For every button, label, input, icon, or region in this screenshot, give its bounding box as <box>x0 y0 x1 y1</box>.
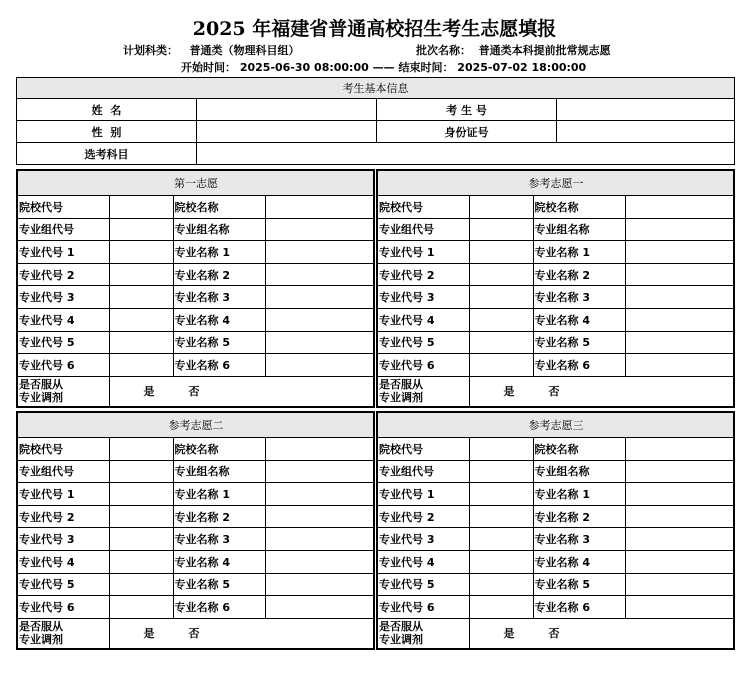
plan-value: 普通类（物理科目组） <box>189 44 300 57</box>
major-code-label: 专业代号 5 <box>17 573 109 596</box>
adjust-options <box>109 376 374 407</box>
group-name-label: 专业组名称 <box>173 218 265 241</box>
plan-info <box>123 44 300 57</box>
adjust-label <box>377 376 469 407</box>
major-name-label: 专业名称 1 <box>173 241 265 264</box>
major-code-label: 专业代号 4 <box>17 550 109 573</box>
group-code-label: 专业组代号 <box>17 460 109 483</box>
form-title: 2025 年福建省普通高校招生考生志愿填报 <box>192 18 557 40</box>
major-name-label: 专业名称 3 <box>533 286 625 309</box>
major-code-field[interactable] <box>109 286 173 309</box>
major-code-label: 专业代号 3 <box>17 528 109 551</box>
adjust-label-line1: 是否服从 <box>19 620 63 634</box>
major-name-field[interactable] <box>265 263 374 286</box>
major-name-field[interactable] <box>265 550 374 573</box>
name-label: 姓 名 <box>17 99 197 121</box>
major-name-field[interactable] <box>265 241 374 264</box>
adjust-label-line2: 专业调剂 <box>379 391 423 405</box>
adjust-yes-option[interactable]: 是 <box>503 385 515 399</box>
major-code-field[interactable] <box>469 263 533 286</box>
major-name-label: 专业名称 4 <box>533 308 625 331</box>
adjust-label <box>377 618 469 649</box>
school-code-label: 院校代号 <box>377 438 469 461</box>
major-name-field[interactable] <box>625 308 734 331</box>
major-name-label: 专业名称 4 <box>173 550 265 573</box>
major-code-field[interactable] <box>469 308 533 331</box>
major-name-field[interactable] <box>625 483 734 506</box>
major-name-field[interactable] <box>625 505 734 528</box>
major-name-field[interactable] <box>265 573 374 596</box>
major-code-label: 专业代号 5 <box>377 331 469 354</box>
major-code-label: 专业代号 3 <box>377 528 469 551</box>
major-name-label: 专业名称 6 <box>533 596 625 619</box>
panel-title: 第一志愿 <box>17 170 374 196</box>
major-code-label: 专业代号 1 <box>377 483 469 506</box>
major-name-label: 专业名称 6 <box>533 354 625 377</box>
major-code-field[interactable] <box>109 308 173 331</box>
major-code-label: 专业代号 2 <box>377 505 469 528</box>
choice-panel <box>376 411 735 650</box>
group-name-label: 专业组名称 <box>533 218 625 241</box>
batch-value: 普通类本科提前批常规志愿 <box>478 44 611 57</box>
adjust-label-line1: 是否服从 <box>379 378 423 392</box>
school-code-label: 院校代号 <box>377 196 469 219</box>
adjust-label-line2: 专业调剂 <box>19 391 63 405</box>
panel-title: 参考志愿三 <box>377 412 734 438</box>
major-name-field[interactable] <box>625 596 734 619</box>
major-code-field[interactable] <box>109 573 173 596</box>
major-code-label: 专业代号 2 <box>17 263 109 286</box>
batch-info <box>416 44 611 57</box>
adjust-label <box>17 376 109 407</box>
group-code-field[interactable] <box>469 460 533 483</box>
adjust-yes-option[interactable]: 是 <box>143 385 155 399</box>
school-name-label: 院校名称 <box>173 438 265 461</box>
group-name-field[interactable] <box>625 460 734 483</box>
major-name-label: 专业名称 5 <box>533 331 625 354</box>
adjust-no-option[interactable]: 否 <box>548 385 560 399</box>
school-name-label: 院校名称 <box>533 438 625 461</box>
major-name-label: 专业名称 2 <box>533 263 625 286</box>
group-name-field[interactable] <box>625 218 734 241</box>
major-name-label: 专业名称 4 <box>533 550 625 573</box>
major-code-label: 专业代号 4 <box>17 308 109 331</box>
school-code-label: 院校代号 <box>17 438 109 461</box>
major-code-label: 专业代号 1 <box>377 241 469 264</box>
major-name-field[interactable] <box>625 241 734 264</box>
school-name-field[interactable] <box>265 438 374 461</box>
major-code-field[interactable] <box>109 263 173 286</box>
adjust-yes-option[interactable]: 是 <box>503 627 515 641</box>
id-field[interactable] <box>557 121 735 143</box>
major-code-label: 专业代号 3 <box>17 286 109 309</box>
major-code-field[interactable] <box>109 505 173 528</box>
group-code-label: 专业组代号 <box>377 460 469 483</box>
major-code-field[interactable] <box>469 505 533 528</box>
major-name-field[interactable] <box>625 528 734 551</box>
name-field[interactable] <box>197 99 377 121</box>
major-code-label: 专业代号 6 <box>17 596 109 619</box>
major-name-label: 专业名称 2 <box>173 263 265 286</box>
group-name-field[interactable] <box>265 218 374 241</box>
school-name-field[interactable] <box>625 196 734 219</box>
major-code-field[interactable] <box>469 331 533 354</box>
id-label: 身份证号 <box>377 121 557 143</box>
major-code-field[interactable] <box>109 354 173 377</box>
adjust-label-line2: 专业调剂 <box>379 633 423 647</box>
plan-label: 计划科类： <box>123 44 178 57</box>
choice-panel <box>16 411 375 650</box>
major-name-label: 专业名称 1 <box>173 483 265 506</box>
major-code-label: 专业代号 2 <box>377 263 469 286</box>
major-code-field[interactable] <box>109 331 173 354</box>
major-name-field[interactable] <box>625 354 734 377</box>
adjust-options <box>109 618 374 649</box>
school-name-label: 院校名称 <box>173 196 265 219</box>
school-code-field[interactable] <box>109 196 173 219</box>
group-code-label: 专业组代号 <box>377 218 469 241</box>
major-name-field[interactable] <box>265 308 374 331</box>
major-code-label: 专业代号 3 <box>377 286 469 309</box>
adjust-options <box>469 376 734 407</box>
major-name-label: 专业名称 5 <box>173 573 265 596</box>
group-code-field[interactable] <box>469 218 533 241</box>
time-info <box>181 61 586 74</box>
adjust-label-line1: 是否服从 <box>19 378 63 392</box>
subjects-label: 选考科目 <box>17 143 197 165</box>
major-name-label: 专业名称 5 <box>533 573 625 596</box>
major-code-field[interactable] <box>469 241 533 264</box>
start-value: 2025-06-30 08:00:00 <box>239 61 369 74</box>
major-code-field[interactable] <box>469 550 533 573</box>
major-code-label: 专业代号 2 <box>17 505 109 528</box>
panel-title: 参考志愿二 <box>17 412 374 438</box>
adjust-no-option[interactable]: 否 <box>188 627 200 641</box>
exam-no-field[interactable] <box>557 99 735 121</box>
panel-title: 参考志愿一 <box>377 170 734 196</box>
major-name-label: 专业名称 6 <box>173 596 265 619</box>
major-code-label: 专业代号 5 <box>17 331 109 354</box>
choice-panel <box>16 169 375 408</box>
adjust-label <box>17 618 109 649</box>
major-name-field[interactable] <box>265 505 374 528</box>
choice-panel <box>376 169 735 408</box>
major-name-field[interactable] <box>265 528 374 551</box>
end-value: 2025-07-02 18:00:00 <box>457 61 587 74</box>
major-code-field[interactable] <box>469 354 533 377</box>
gender-field[interactable] <box>197 121 377 143</box>
school-name-field[interactable] <box>265 196 374 219</box>
school-name-field[interactable] <box>625 438 734 461</box>
subjects-field[interactable] <box>197 143 735 165</box>
school-code-label: 院校代号 <box>17 196 109 219</box>
major-name-label: 专业名称 6 <box>173 354 265 377</box>
major-name-label: 专业名称 3 <box>173 528 265 551</box>
major-name-label: 专业名称 1 <box>533 241 625 264</box>
major-name-field[interactable] <box>625 263 734 286</box>
major-code-label: 专业代号 4 <box>377 308 469 331</box>
major-name-label: 专业名称 2 <box>533 505 625 528</box>
major-code-field[interactable] <box>469 528 533 551</box>
major-name-label: 专业名称 5 <box>173 331 265 354</box>
major-name-field[interactable] <box>265 354 374 377</box>
major-code-label: 专业代号 6 <box>377 354 469 377</box>
group-name-label: 专业组名称 <box>533 460 625 483</box>
school-code-field[interactable] <box>469 438 533 461</box>
start-label: 开始时间： <box>181 61 236 74</box>
major-name-label: 专业名称 1 <box>533 483 625 506</box>
adjust-label-line2: 专业调剂 <box>19 633 63 647</box>
exam-no-label: 考 生 号 <box>377 99 557 121</box>
time-dash: —— <box>372 61 395 74</box>
major-code-label: 专业代号 4 <box>377 550 469 573</box>
major-name-field[interactable] <box>625 331 734 354</box>
major-code-field[interactable] <box>109 483 173 506</box>
adjust-no-option[interactable]: 否 <box>548 627 560 641</box>
major-code-label: 专业代号 5 <box>377 573 469 596</box>
major-code-field[interactable] <box>109 528 173 551</box>
major-code-field[interactable] <box>469 286 533 309</box>
major-name-field[interactable] <box>625 286 734 309</box>
major-code-label: 专业代号 6 <box>377 596 469 619</box>
basic-info-table <box>16 77 735 165</box>
adjust-options <box>469 618 734 649</box>
major-code-field[interactable] <box>469 573 533 596</box>
group-name-label: 专业组名称 <box>173 460 265 483</box>
group-name-field[interactable] <box>265 460 374 483</box>
basic-info-heading: 考生基本信息 <box>17 78 735 99</box>
major-name-field[interactable] <box>265 483 374 506</box>
school-name-label: 院校名称 <box>533 196 625 219</box>
group-code-field[interactable] <box>109 218 173 241</box>
major-code-field[interactable] <box>109 596 173 619</box>
group-code-label: 专业组代号 <box>17 218 109 241</box>
major-name-field[interactable] <box>625 573 734 596</box>
major-name-label: 专业名称 2 <box>173 505 265 528</box>
major-code-field[interactable] <box>469 483 533 506</box>
major-code-label: 专业代号 1 <box>17 483 109 506</box>
school-code-field[interactable] <box>109 438 173 461</box>
adjust-label-line1: 是否服从 <box>379 620 423 634</box>
gender-label: 性 别 <box>17 121 197 143</box>
batch-label: 批次名称： <box>416 44 471 57</box>
major-name-field[interactable] <box>265 286 374 309</box>
major-code-field[interactable] <box>109 241 173 264</box>
major-name-field[interactable] <box>265 331 374 354</box>
major-name-field[interactable] <box>265 596 374 619</box>
major-name-label: 专业名称 3 <box>173 286 265 309</box>
major-code-label: 专业代号 6 <box>17 354 109 377</box>
major-name-label: 专业名称 4 <box>173 308 265 331</box>
major-name-label: 专业名称 3 <box>533 528 625 551</box>
major-code-field[interactable] <box>109 550 173 573</box>
major-name-field[interactable] <box>625 550 734 573</box>
adjust-no-option[interactable]: 否 <box>188 385 200 399</box>
adjust-yes-option[interactable]: 是 <box>143 627 155 641</box>
school-code-field[interactable] <box>469 196 533 219</box>
group-code-field[interactable] <box>109 460 173 483</box>
end-label: 结束时间： <box>398 61 454 74</box>
major-code-label: 专业代号 1 <box>17 241 109 264</box>
major-code-field[interactable] <box>469 596 533 619</box>
